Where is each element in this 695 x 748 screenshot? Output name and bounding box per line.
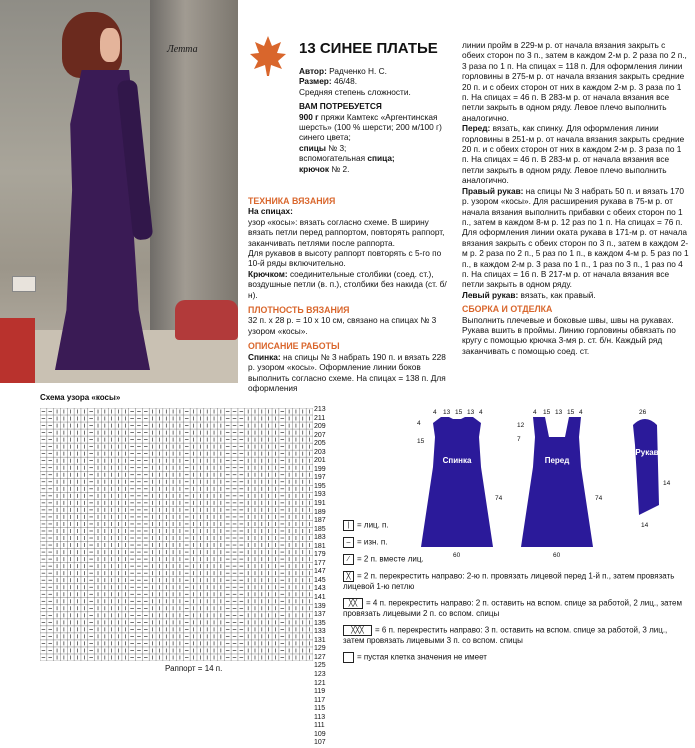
svg-text:15: 15 <box>417 438 425 445</box>
chart-row-number: 135 <box>314 619 326 627</box>
legend-text: = 2 п. вместе лиц. <box>357 554 424 564</box>
page-title: 13 СИНЕЕ ПЛАТЬЕ <box>299 40 438 57</box>
svg-text:60: 60 <box>453 552 461 559</box>
svg-text:26: 26 <box>639 409 647 416</box>
repeat-label: Раппорт = 14 п. <box>165 664 223 673</box>
svg-text:14: 14 <box>641 522 649 529</box>
svg-text:4: 4 <box>479 409 483 416</box>
chart-row-number: 123 <box>314 670 326 678</box>
legend-item <box>343 598 688 619</box>
legend-text: = лиц. п. <box>357 520 389 530</box>
technique-heading: ТЕХНИКА ВЯЗАНИЯ <box>248 196 336 206</box>
pattern-back <box>417 409 503 559</box>
chart-row-number: 177 <box>314 559 326 567</box>
svg-text:14: 14 <box>663 480 671 487</box>
description-heading: ОПИСАНИЕ РАБОТЫ <box>248 341 340 352</box>
chart-row-number: 179 <box>314 551 326 559</box>
svg-text:74: 74 <box>495 495 503 502</box>
svg-text:74: 74 <box>595 495 603 502</box>
svg-text:4: 4 <box>433 409 437 416</box>
pattern-sleeve-label: Рукав <box>635 448 659 457</box>
legend-symbol: ╳ <box>343 571 354 582</box>
svg-text:4: 4 <box>579 409 583 416</box>
instructions-column: линии пройм в 229-м р. от начала вязания закрыть с обеих сторон по 3 п., затем в каждом 2-м р. 2 раза по 2 п., 3 раза по 1 п. На спицах = 118 п. Для оформления линии горловины в 275-м р. от начала вязания закрыть средние 20 п. и с обеих сторон от них в каждом 2-м р. 3 раза по 1 п. На спицах = 46 п. В 283-м р. от начала вязания все петли закрыть в одном ряду. Левое плечо выполнить аналогично. Перед: вязать, как спинку. Для оформления линии горловины в 251-м р. от начала вязания закрыть средние 20 п. и с обеих сторон от них в каждом 2-м р. 3 раза по 1 п. На спицах = 46 п. В 283-м р. от начала вязания все петли закрыть в одном ряду. Левое плечо выполнить аналогично. Правый рукав: на спицы № 3 набрать 50 п. и вязать 170 р. узором «косы». Для расширения рукава в 75-м р. от начала вязания выполнить прибавки с обеих сторон по 1 п., затем в каждом 8-м р. 12 раз по 1 п. На спицах = 76 п. Для оформления линии оката рукава в 171-м р. от начала вязания закрыть с обеих сторон по 3 п., затем в каждом 2-м р. 2 раза по 2 п., 5 раз по 1 п., в каждом 4-м р. 5 раз по 1 п., в каждом 2-м р. 3 раза по 1 п., 1 раз по 3 п., 1 раз по 4 п. На спицах = 16 п. В 217-м р. от начала вязания все петли закрыть в одном ряду. Левый рукав: вязать, как правый. СБОРКА И ОТДЕЛКА Выполнить плечевые и боковые швы, швы на рукавах. Рукава вшить в проймы. Линию горловины обвязать по кругу с помощью крючка 3-мя р. ст. б/н. Каждый ряд заканчивать с помощью соед. ст. <box>462 40 689 356</box>
chart-row-number: 139 <box>314 602 326 610</box>
knitting-chart-grid <box>40 408 313 661</box>
legend-symbol: ⁄ <box>343 554 354 565</box>
assembly-heading: СБОРКА И ОТДЕЛКА <box>462 304 553 315</box>
chart-row-number: 117 <box>314 696 326 704</box>
svg-text:13: 13 <box>467 409 475 416</box>
chart-row-number: 121 <box>314 679 326 687</box>
pattern-front-label: Перед <box>544 456 570 465</box>
legend-item <box>343 652 688 663</box>
svg-text:4: 4 <box>417 420 421 427</box>
legend-symbol: – <box>343 537 354 548</box>
chart-row-number: 113 <box>314 713 326 721</box>
chart-row-number: 147 <box>314 568 326 576</box>
legend-symbol <box>343 652 354 663</box>
legend-item <box>343 571 688 592</box>
chart-row-number: 213 <box>314 406 326 413</box>
chart-row-number: 107 <box>314 739 326 747</box>
legend-text: = пустая клетка значения не имеет <box>357 652 487 662</box>
chart-row-number: 199 <box>314 465 326 473</box>
chart-row-number: 131 <box>314 636 326 644</box>
svg-text:4: 4 <box>533 409 537 416</box>
chart-title: Схема узора «косы» <box>40 393 121 402</box>
pattern-front <box>517 409 603 559</box>
model-photo <box>0 0 238 383</box>
chart-row-number: 201 <box>314 457 326 465</box>
chart-row-number: 185 <box>314 525 326 533</box>
chart-row-number: 187 <box>314 517 326 525</box>
chart-row-numbers <box>314 406 344 747</box>
legend-symbol: ╳╳ <box>343 598 363 609</box>
maple-leaf-icon <box>248 34 288 78</box>
chart-row-number: 197 <box>314 474 326 482</box>
legend-text: = 2 п. перекрестить направо: 2-ю п. провязать лицевой перед 1-й п., затем провязать лицевой 1-ю петлю <box>343 571 675 591</box>
chart-row-number: 137 <box>314 611 326 619</box>
chart-row-number: 195 <box>314 482 326 490</box>
chart-row-number: 207 <box>314 431 326 439</box>
legend-text: = изн. п. <box>357 537 388 547</box>
legend-text: = 6 п. перекрестить направо: 3 п. оставить на вспом. спице за работой, 3 лиц., затем провязать лицевыми 3 п. со вспом. спицы <box>343 625 668 645</box>
chart-row-number: 129 <box>314 645 326 653</box>
svg-text:60: 60 <box>553 552 561 559</box>
chart-row-number: 109 <box>314 730 326 738</box>
chart-row-number: 145 <box>314 576 326 584</box>
legend-text: = 4 п. перекрестить направо: 2 п. оставить на вспом. спице за работой, 2 лиц., затем провязать лицевыми 2 п. со вспом. спицы <box>343 598 682 618</box>
chart-row-number: 181 <box>314 542 326 550</box>
technique-block: ТЕХНИКА ВЯЗАНИЯ На спицах: узор «косы»: вязать согласно схеме. В ширину вязать петли перед раппортом, повторять раппорт, заканчивать петлями после раппорта. Для рукавов в высоту раппорт повторять с 5-го по 10-й ряды включительно. Крючком: соединительные столбики (соед. ст.), воздушные петли (в. п.), столбики без накида (ст. б/н). ПЛОТНОСТЬ ВЯЗАНИЯ 32 п. х 28 р. = 10 х 10 см, связано на спицах № 3 узором «косы». ОПИСАНИЕ РАБОТЫ Спинка: на спицы № 3 набрать 190 п. и вязать 228 р. узором «косы». Оформление линии боков выполнить согласно схеме. На спицах = 138 п. Для оформления <box>248 196 453 393</box>
chart-row-number: 189 <box>314 508 326 516</box>
pattern-sleeve <box>633 409 671 529</box>
legend-symbol: | <box>343 520 354 531</box>
svg-text:7: 7 <box>517 436 521 443</box>
chart-row-number: 143 <box>314 585 326 593</box>
chart-row-number: 115 <box>314 705 326 713</box>
svg-text:13: 13 <box>443 409 451 416</box>
chart-row-number: 193 <box>314 491 326 499</box>
chart-row-number: 191 <box>314 500 326 508</box>
chart-row-number: 119 <box>314 688 326 696</box>
materials-heading: ВАМ ПОТРЕБУЕТСЯ <box>299 101 382 112</box>
pattern-back-label: Спинка <box>442 456 472 465</box>
chart-row-number: 127 <box>314 653 326 661</box>
density-heading: ПЛОТНОСТЬ ВЯЗАНИЯ <box>248 305 350 316</box>
chart-row-number: 209 <box>314 423 326 431</box>
svg-text:15: 15 <box>543 409 551 416</box>
svg-text:15: 15 <box>567 409 575 416</box>
chart-row-number: 211 <box>314 414 326 422</box>
chart-row-number: 183 <box>314 534 326 542</box>
chart-row-number: 111 <box>314 722 325 730</box>
intro-block: Автор: Радченко Н. С. Размер: 46/48. Средняя степень сложности. ВАМ ПОТРЕБУЕТСЯ 900 г пряжи Камтекс «Аргентинская шерсть» (100 % шерсти; 200 м/100 г) синего цвета; спицы № 3; вспомогательная спица; крючок № 2. <box>299 66 442 174</box>
chart-row-number: 203 <box>314 448 326 456</box>
chart-row-number: 133 <box>314 628 326 636</box>
legend-symbol: ╳╳╳ <box>343 625 372 636</box>
svg-text:12: 12 <box>517 422 525 429</box>
photo-signature: Летта <box>167 44 198 55</box>
chart-row-number: 205 <box>314 440 326 448</box>
svg-text:15: 15 <box>455 409 463 416</box>
chart-row-number: 141 <box>314 594 326 602</box>
garment-patterns <box>415 405 695 565</box>
chart-row-number: 125 <box>314 662 326 670</box>
svg-text:13: 13 <box>555 409 563 416</box>
legend-item <box>343 625 688 646</box>
